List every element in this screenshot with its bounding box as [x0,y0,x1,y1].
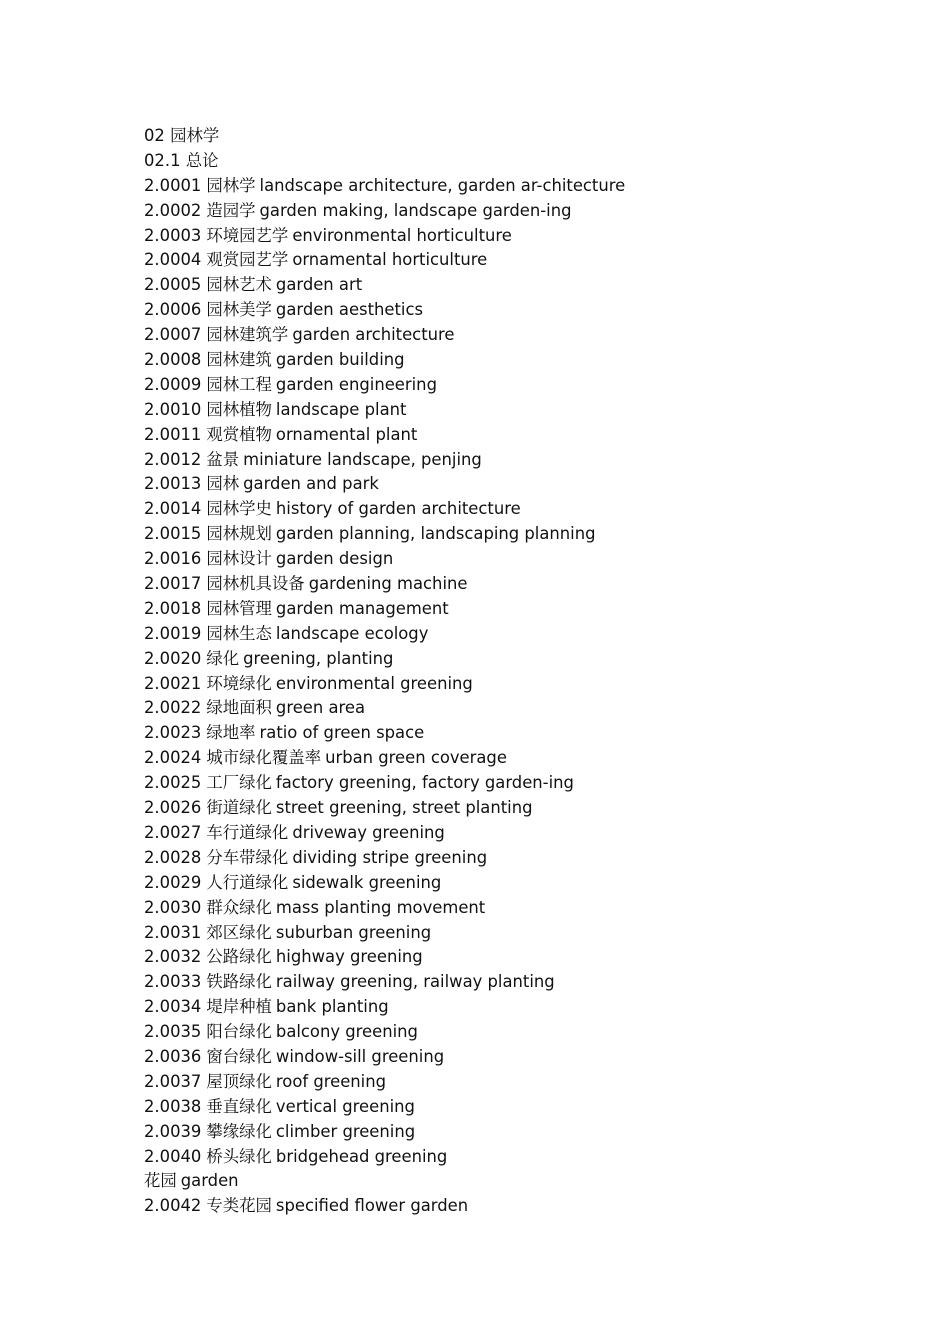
term-number: 2.0018 [144,598,202,618]
term-number: 2.0034 [144,997,202,1017]
term-number: 2.0017 [144,574,202,594]
term-english: bank planting [275,997,389,1017]
term-english: climber greening [275,1121,416,1141]
term-number: 2.0026 [144,798,202,818]
term-number: 2.0004 [144,250,202,270]
term-entry [144,597,904,622]
term-english: environmental horticulture [292,225,512,245]
term-entry [144,746,904,771]
term-entry [144,721,904,746]
term-english: mass planting movement [275,897,486,917]
term-chinese: 绿化 [206,648,240,668]
term-english: garden building [275,350,405,370]
term-entry [144,1194,904,1219]
term-number: 2.0015 [144,524,202,544]
term-chinese: 桥头绿化 [206,1146,272,1166]
term-entry [144,970,904,995]
term-number: 2.0028 [144,847,202,867]
section-heading: 02 园林学 [144,126,220,145]
term-number: 2.0042 [144,1196,202,1216]
term-chinese: 公路绿化 [206,947,272,967]
term-entry [144,796,904,821]
term-english: urban green coverage [325,748,507,768]
term-chinese: 造园学 [206,200,256,220]
term-number: 2.0007 [144,325,202,345]
term-english: gardening machine [308,574,468,594]
term-number: 2.0038 [144,1096,202,1116]
term-english: garden making, landscape garden-ing [259,200,572,220]
term-entry [144,522,904,547]
term-entry [144,174,904,199]
term-entry [144,547,904,572]
term-entry [144,423,904,448]
term-english: sidewalk greening [292,872,442,892]
term-english: roof greening [275,1071,387,1091]
term-chinese: 堤岸种植 [206,997,272,1017]
term-english: balcony greening [275,1022,418,1042]
term-english: ornamental plant [275,424,418,444]
term-entry [144,871,904,896]
term-chinese: 园林建筑学 [206,325,289,345]
term-english: window-sill greening [275,1046,445,1066]
term-chinese: 园林学 [206,175,256,195]
term-entry [144,199,904,224]
term-chinese: 屋顶绿化 [206,1071,272,1091]
term-english: landscape ecology [275,623,429,643]
term-entry [144,472,904,497]
term-number: 2.0033 [144,972,202,992]
term-chinese: 垂直绿化 [206,1096,272,1116]
term-entry [144,448,904,473]
term-number: 2.0012 [144,449,202,469]
term-chinese: 园林艺术 [206,275,272,295]
subsection-heading: 02.1 总论 [144,150,219,170]
term-entry [144,1169,904,1194]
term-number: 2.0005 [144,275,202,295]
term-number: 2.0019 [144,623,202,643]
term-entry [144,696,904,721]
term-english: driveway greening [292,822,445,842]
term-chinese: 园林工程 [206,374,272,394]
term-number: 2.0003 [144,225,202,245]
term-entry [144,248,904,273]
term-chinese: 园林学史 [206,499,272,519]
term-number: 2.0029 [144,872,202,892]
term-number: 2.0027 [144,822,202,842]
term-entry [144,572,904,597]
term-entry [144,1020,904,1045]
term-chinese: 工厂绿化 [206,773,272,793]
term-chinese: 园林建筑 [206,350,272,370]
term-number: 2.0037 [144,1071,202,1091]
term-english: ornamental horticulture [292,250,488,270]
term-chinese: 园林生态 [206,623,272,643]
term-entry [144,771,904,796]
term-entry [144,273,904,298]
term-entry [144,995,904,1020]
term-chinese: 城市绿化覆盖率 [206,748,322,768]
term-entry [144,497,904,522]
term-english: greening, planting [243,648,394,668]
term-english: ratio of green space [259,723,425,743]
term-chinese: 园林机具设备 [206,574,305,594]
term-english: history of garden architecture [275,499,521,519]
term-number: 2.0039 [144,1121,202,1141]
term-entry [144,921,904,946]
term-english: railway greening, railway planting [275,972,555,992]
term-english: garden art [275,275,363,295]
term-english: garden aesthetics [275,300,424,320]
term-chinese: 绿地率 [206,723,256,743]
term-number: 2.0020 [144,648,202,668]
term-list [144,174,904,1219]
term-number: 2.0030 [144,897,202,917]
term-entry [144,1145,904,1170]
term-number: 2.0025 [144,773,202,793]
term-entry [144,821,904,846]
term-english: landscape architecture, garden ar-chitecture [259,175,626,195]
term-english: landscape plant [275,399,407,419]
term-chinese: 绿地面积 [206,698,272,718]
term-number: 2.0009 [144,374,202,394]
term-english: bridgehead greening [275,1146,448,1166]
term-chinese: 园林管理 [206,598,272,618]
term-chinese: 观赏园艺学 [206,250,289,270]
term-chinese: 人行道绿化 [206,872,289,892]
term-entry [144,1070,904,1095]
term-entry [144,1120,904,1145]
term-number: 2.0032 [144,947,202,967]
term-entry [144,945,904,970]
term-chinese: 街道绿化 [206,798,272,818]
term-entry [144,622,904,647]
term-entry [144,1095,904,1120]
term-entry [144,846,904,871]
term-chinese: 花园 [144,1171,177,1191]
term-number: 2.0040 [144,1146,202,1166]
term-entry [144,672,904,697]
term-english: garden design [275,549,394,569]
term-chinese: 环境园艺学 [206,225,289,245]
term-number: 2.0006 [144,300,202,320]
term-number: 2.0002 [144,200,202,220]
term-entry [144,398,904,423]
term-chinese: 观赏植物 [206,424,272,444]
term-english: specified flower garden [275,1196,469,1216]
term-entry [144,348,904,373]
term-number: 2.0031 [144,922,202,942]
document-body [144,124,904,1219]
term-english: garden and park [243,474,379,494]
term-number: 2.0013 [144,474,202,494]
term-english: garden management [275,598,449,618]
term-chinese: 车行道绿化 [206,822,289,842]
term-number: 2.0001 [144,175,202,195]
term-chinese: 盆景 [206,449,240,469]
term-entry [144,373,904,398]
term-english: dividing stripe greening [292,847,488,867]
term-number: 2.0008 [144,350,202,370]
term-english: vertical greening [275,1096,415,1116]
term-english: green area [275,698,366,718]
term-entry [144,224,904,249]
term-english: garden [180,1171,239,1191]
term-number: 2.0036 [144,1046,202,1066]
term-english: street greening, street planting [275,798,533,818]
term-chinese: 专类花园 [206,1196,272,1216]
term-english: factory greening, factory garden-ing [275,773,574,793]
term-number: 2.0010 [144,399,202,419]
term-number: 2.0021 [144,673,202,693]
term-entry [144,323,904,348]
term-entry [144,1045,904,1070]
term-chinese: 攀缘绿化 [206,1121,272,1141]
term-chinese: 园林设计 [206,549,272,569]
term-number: 2.0022 [144,698,202,718]
term-chinese: 园林规划 [206,524,272,544]
term-chinese: 分车带绿化 [206,847,289,867]
term-chinese: 环境绿化 [206,673,272,693]
term-chinese: 群众绿化 [206,897,272,917]
term-english: garden planning, landscaping planning [275,524,596,544]
term-number: 2.0016 [144,549,202,569]
term-number: 2.0035 [144,1022,202,1042]
term-number: 2.0011 [144,424,202,444]
term-entry [144,647,904,672]
term-number: 2.0024 [144,748,202,768]
term-english: garden architecture [292,325,455,345]
term-chinese: 园林美学 [206,300,272,320]
term-english: miniature landscape, penjing [243,449,482,469]
term-number: 2.0014 [144,499,202,519]
term-chinese: 园林植物 [206,399,272,419]
term-chinese: 园林 [206,474,240,494]
term-chinese: 窗台绿化 [206,1046,272,1066]
term-english: environmental greening [275,673,473,693]
term-chinese: 阳台绿化 [206,1022,272,1042]
term-chinese: 郊区绿化 [206,922,272,942]
term-chinese: 铁路绿化 [206,972,272,992]
term-english: garden engineering [275,374,437,394]
term-english: highway greening [275,947,423,967]
term-entry [144,896,904,921]
term-english: suburban greening [275,922,432,942]
term-number: 2.0023 [144,723,202,743]
term-entry [144,298,904,323]
